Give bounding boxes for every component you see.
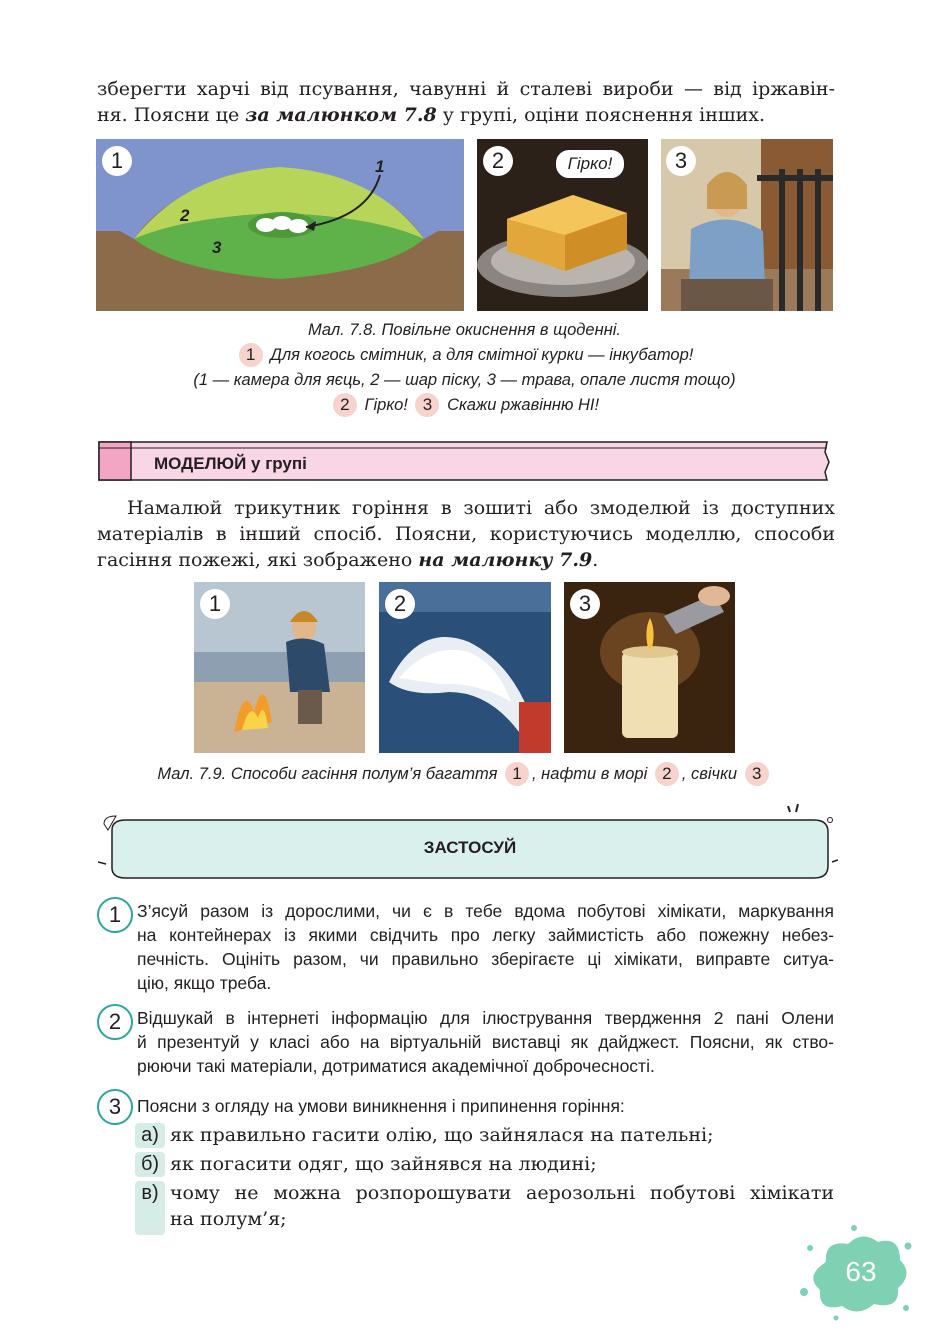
- caption-number-badge: 1: [239, 343, 263, 367]
- diagram-label-2: 2: [180, 206, 190, 225]
- fig79-photo-3-candle: [564, 582, 735, 753]
- fig78-photo-1-number: 1: [102, 146, 132, 176]
- figure-reference: на малюнку 7.9: [418, 549, 593, 571]
- page-number: 63: [845, 1256, 877, 1287]
- model-section-title: МОДЕЛЮЙ у групі: [154, 454, 307, 473]
- subtask-letter-a: а): [135, 1123, 165, 1148]
- fig78-caption-line-3: (1 — камера для яєць, 2 — шар піску, 3 — трава, опале листя тощо): [193, 371, 736, 389]
- subtask-a-text: як правильно гасити олію, що зайнялася на пательні;: [170, 1124, 714, 1146]
- fig79-photo-3-number: 3: [570, 589, 600, 619]
- figure-reference: за малюнком 7.8: [245, 104, 437, 126]
- speech-bubble: Гірко!: [555, 149, 625, 179]
- caption-number-badge: 1: [505, 762, 529, 786]
- subtask-letter-b: б): [135, 1152, 165, 1177]
- fig79-photo-1-bonfire: [194, 582, 365, 753]
- fig78-photo-2-butter: [477, 139, 648, 311]
- intro-paragraph: [97, 76, 835, 128]
- intro-line-1: зберегти харчі від псування, чавунні й сталеві вироби — від іржавін-: [97, 78, 835, 100]
- model-section-header: [97, 438, 831, 482]
- caption-number-badge: 3: [415, 393, 439, 417]
- fig78-photo-3-painting: [661, 139, 833, 311]
- task-number-2: 2: [97, 1004, 133, 1040]
- fig78-photo-3-number: 3: [666, 146, 696, 176]
- fig78-caption-title: Мал. 7.8. Повільне окиснення в щоденні.: [307, 321, 622, 339]
- incubator-mound-diagram: [96, 139, 464, 311]
- fig79-caption: Мал. 7.9. Способи гасіння полум’я багаття 1 , нафти в морі 2 , свічки 3: [96, 762, 833, 787]
- fig78-photo-2-number: 2: [483, 146, 513, 176]
- task-number-3: 3: [97, 1089, 133, 1125]
- fig78-caption: [96, 318, 833, 418]
- model-paragraph: [97, 495, 835, 573]
- model-line-3: гасіння пожежі, які зображено на малюнку 7.9.: [97, 549, 599, 571]
- subtask-letter-v: в): [135, 1181, 165, 1235]
- fig79-photo-1-number: 1: [200, 589, 230, 619]
- diagram-label-1: 1: [375, 157, 385, 176]
- model-line-1: Намалюй трикутник горіння в зошиті або змоделюй із доступних: [127, 497, 835, 519]
- fig79-photo-2-oil-fire: [379, 582, 551, 753]
- subtask-v-text: чому не можна розпорошувати аерозольні побутові хімікати на полум’я;: [170, 1182, 834, 1230]
- apply-section-title: ЗАСТОСУЙ: [423, 838, 517, 857]
- fig78-caption-line-4: 2 Гірко! 3 Скажи ржавінню НІ!: [96, 393, 833, 418]
- fig78-caption-line-2: 1 Для когось смітник, а для смітної курки — інкубатор!: [96, 343, 833, 368]
- caption-number-badge: 3: [745, 762, 769, 786]
- caption-number-badge: 2: [655, 762, 679, 786]
- task-1-text: З’ясуй разом із дорослими, чи є в тебе вдома побутові хімікати, маркування на контейнерах із якими свідчить про легку займистість або пожежну небез- печність. Оцініть разом, чи правильно зберігаєте ці хімікати, виправте ситуа- цію, якщо треба.: [137, 901, 834, 993]
- task-2-text: Відшукай в інтернеті інформацію для ілюстрування твердження 2 пані Олени й презентуй у класі або на віртуальній виставці як дайджест. Поясни, як ство- рюючи такі матеріали, дотриматися академічної доброчесності.: [137, 1008, 834, 1076]
- task-3-text: Поясни з огляду на умови виникнення і припинення горіння:: [137, 1096, 625, 1116]
- model-line-2: матеріалів в інший спосіб. Поясни, користуючись моделлю, способи: [97, 523, 835, 545]
- diagram-label-3: 3: [212, 238, 222, 257]
- subtask-b-text: як погасити одяг, що зайнявся на людині;: [170, 1153, 597, 1175]
- task-number-1: 1: [97, 897, 133, 933]
- intro-line-2: ня. Поясни це за малюнком 7.8 у групі, оціни пояснення інших.: [97, 104, 766, 126]
- page-number-badge: [796, 1222, 916, 1322]
- caption-number-badge: 2: [333, 393, 357, 417]
- fig78-photo-1-diagram: [96, 139, 464, 311]
- fig79-photo-2-number: 2: [385, 589, 415, 619]
- apply-section-header: [98, 800, 838, 888]
